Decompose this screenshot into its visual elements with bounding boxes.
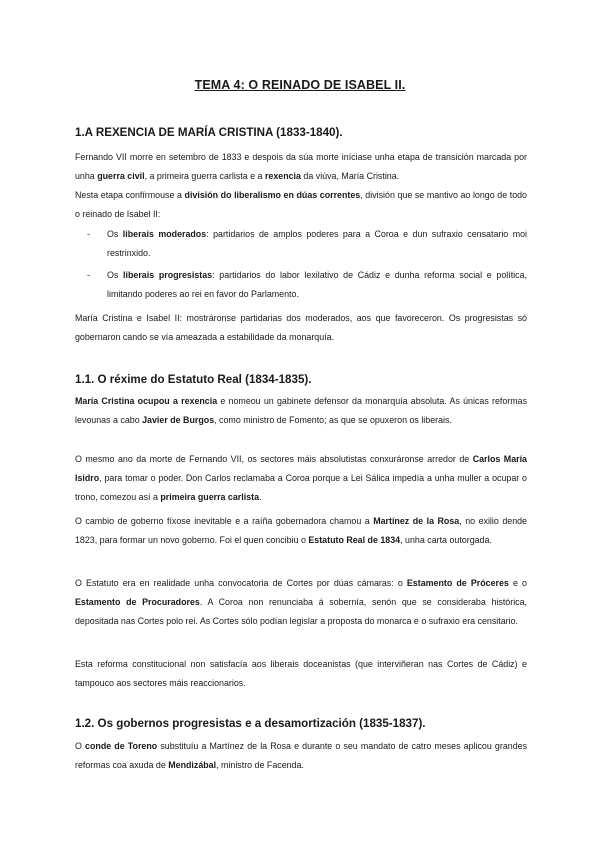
bold-text-run: división do liberalismo en dúas correntes <box>184 190 361 200</box>
paragraph <box>75 309 527 347</box>
text-run: , para tomar o poder. Don Carlos reclamaba a Coroa porque a Lei Sálica impedía a unha muller a ocupar o trono, comezou así a <box>75 473 527 503</box>
text-run: , división que se mantivo ao longo de todo o reinado de Isabel II: <box>75 190 527 220</box>
paragraph <box>75 450 527 507</box>
bold-text-run: Estamento de Procuradores <box>75 597 200 608</box>
text-run: e nomeou un gabinete defensor da monarquía absoluta. As únicas reformas levounas a cabo <box>75 396 528 426</box>
text-run: , como ministro de Fomento; as que se opuxeron os liberais. <box>214 415 452 426</box>
text-run: : partidarios de amplos poderes para a Coroa e dun sufraxio censatario moi restrinxido. <box>107 229 527 259</box>
text-run: e o <box>508 578 527 588</box>
section-heading-rexencia: 1.A REXENCIA DE MARÍA CRISTINA (1833-1840). <box>75 126 343 139</box>
text-run: , unha carta outorgada. <box>400 535 492 546</box>
text-run: . <box>259 492 262 503</box>
bold-text-run: conde de Toreno <box>85 741 158 751</box>
text-run: Os <box>107 229 123 239</box>
text-run: substituíu a Martínez de la Rosa e durante o seu mandato de catro meses aplicou grandes reformas coa axuda de <box>75 741 528 771</box>
bold-text-run: María Cristina ocupou a rexencia <box>75 396 218 406</box>
bold-text-run: primeira guerra carlista <box>160 492 260 503</box>
text-run: O <box>75 741 86 751</box>
paragraph <box>75 655 527 693</box>
list-item-text <box>107 266 527 304</box>
paragraph <box>75 512 527 550</box>
list-item <box>87 225 527 263</box>
paragraph <box>75 574 527 631</box>
text-run: : partidarios do labor lexilativo de Cádiz e dunha reforma social e política, limitando poderes ao rei en favor do Parlamento. <box>107 270 527 300</box>
bold-text-run: liberais progresistas <box>123 270 213 280</box>
text-run: Nesta etapa confírmouse a <box>75 190 185 200</box>
paragraph <box>75 737 527 775</box>
text-run: Fernando VII morre en setembro de 1833 e despois da súa morte iníciase unha etapa de transición marcada por unha <box>75 152 527 182</box>
section-heading-progresistas: 1.2. Os gobernos progresistas e a desamortización (1835-1837). <box>75 717 426 730</box>
list-marker: - <box>87 270 90 280</box>
text-run: da viúva, María Cristina. <box>300 171 400 182</box>
text-run: María Cristina e Isabel II: mostráronse partidarias dos moderados, aos que favoreceron. Os progresistas só gobernaron cando se vía ameazada a estabilidade da monarquía. <box>75 313 527 343</box>
text-run: , no exilio dende 1823, para formar un novo goberno. Foi el quen concibiu o <box>75 516 527 546</box>
text-run: , ministro de Facenda. <box>216 760 304 771</box>
text-run: O mesmo ano da morte de Fernando VII, os sectores máis absolutistas conxuráronse arredor de <box>75 454 473 464</box>
bold-text-run: liberais moderados <box>122 229 207 239</box>
list-item <box>87 266 527 304</box>
bold-text-run: Carlos María Isidro <box>75 454 527 484</box>
section-heading-estatuto: 1.1. O réxime do Estatuto Real (1834-1835). <box>75 373 312 386</box>
text-run: , a primeira guerra carlista e a <box>144 171 265 182</box>
text-run: Os <box>107 270 124 280</box>
text-run: O Estatuto era en realidade unha convocatoria de Cortes por dúas cámaras: o <box>75 578 407 588</box>
bold-text-run: Martínez de la Rosa <box>373 516 460 526</box>
bold-text-run: Estamento de Próceres <box>406 578 509 588</box>
paragraph <box>75 148 527 186</box>
text-run: O cambio de goberno fíxose inevitable e a raíña gobernadora chamou a <box>75 516 374 526</box>
text-run: . A Coroa non renunciaba á sobernía, senón que se consideraba histórica, depositada nas Cortes polo rei. As Cortes sólo podían legislar a proposta do monarca e o sufraxio era censitario. <box>75 597 527 627</box>
text-run: Esta reforma constitucional non satisfacía aos liberais doceanistas (que interviñeran nas Cortes de Cádiz) e tampouco aos sectores máis reaccionarios. <box>75 659 527 689</box>
bold-text-run: rexencia <box>264 171 301 182</box>
list-marker: - <box>87 229 90 239</box>
bold-text-run: Mendizábal <box>168 760 217 771</box>
list-item-text <box>107 225 527 263</box>
bold-text-run: Javier de Burgos <box>142 415 215 426</box>
paragraph <box>75 186 527 224</box>
document-title: TEMA 4: O REINADO DE ISABEL II. <box>194 78 406 92</box>
bold-text-run: Estatuto Real de 1834 <box>308 535 401 546</box>
bold-text-run: guerra civil <box>97 171 145 182</box>
paragraph <box>75 392 527 430</box>
